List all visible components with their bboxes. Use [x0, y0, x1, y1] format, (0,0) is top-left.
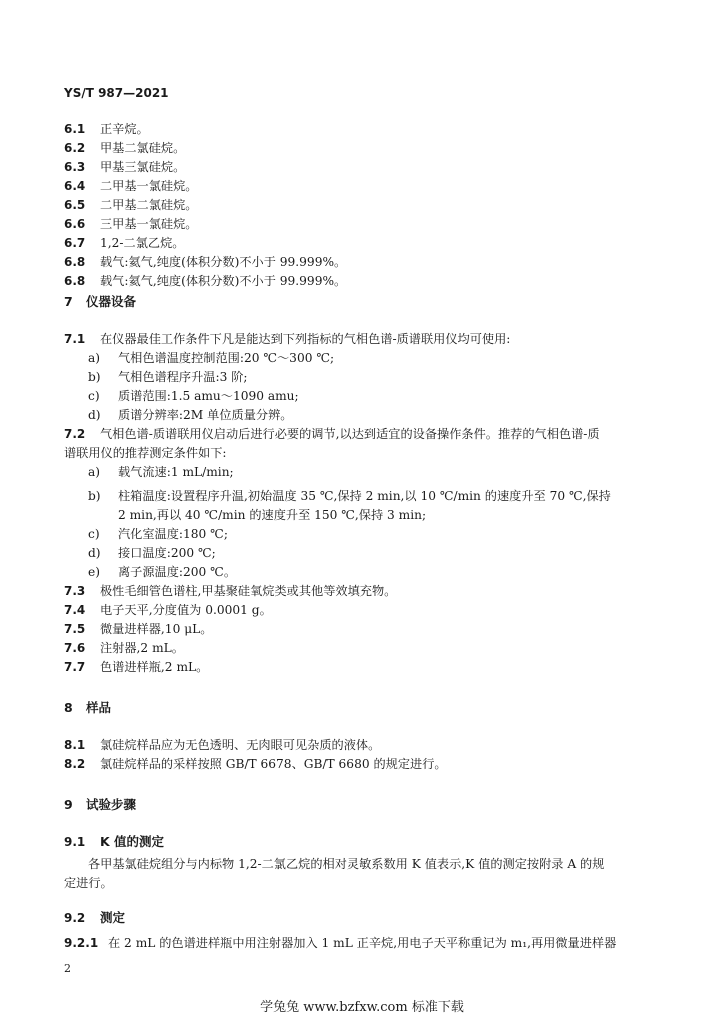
list-item	[64, 179, 198, 193]
paragraph	[64, 332, 510, 346]
list-item	[64, 255, 346, 269]
clause-text: 在仪器最佳工作条件下凡是能达到下列指标的气相色谱-质谱联用仪均可使用:	[100, 332, 511, 346]
list-item	[64, 738, 380, 752]
list-item	[64, 236, 184, 250]
list-item	[64, 274, 346, 288]
list-item	[64, 217, 198, 231]
clause-text: 载气:氦气,纯度(体积分数)不小于 99.999%。	[100, 274, 347, 288]
page-number: 2	[64, 962, 71, 975]
item-label: b)	[88, 489, 101, 503]
clause-number: 6.3	[64, 160, 86, 174]
clause-text: 1,2-二氯乙烷。	[100, 236, 185, 250]
clause-text: 甲基三氯硅烷。	[100, 160, 186, 174]
section-number: 9	[64, 797, 73, 812]
section-number: 7	[64, 294, 73, 309]
section-heading	[64, 795, 136, 813]
list-item	[64, 622, 212, 636]
list-item	[88, 489, 611, 503]
list-item	[88, 546, 216, 560]
clause-number: 6.4	[64, 179, 86, 193]
clause-text: 氯硅烷样品的采样按照 GB/T 6678、GB/T 6680 的规定进行。	[100, 757, 447, 771]
subsection-heading	[64, 832, 164, 850]
clause-number: 7.6	[64, 641, 86, 655]
subsection-title: K 值的测定	[100, 834, 165, 849]
clause-number: 6.5	[64, 198, 86, 212]
list-item	[64, 141, 185, 155]
paragraph	[64, 936, 616, 950]
clause-number: 8.1	[64, 738, 86, 752]
clause-text: 气相色谱-质谱联用仪启动后进行必要的调节,以达到适宜的设备操作条件。推荐的气相色谱-质	[100, 427, 600, 441]
item-text: 质谱范围:1.5 amu～1090 amu;	[118, 389, 299, 403]
item-text: 柱箱温度:设置程序升温,初始温度 35 ℃,保持 2 min,以 10 ℃/min 的速度升至 70 ℃,保持	[118, 489, 611, 503]
section-heading	[64, 698, 111, 716]
paragraph: 各甲基氯硅烷组分与内标物 1,2-二氯乙烷的相对灵敏系数用 K 值表示,K 值的测定按附录 A 的规	[88, 857, 605, 871]
clause-text: 电子天平,分度值为 0.0001 g。	[100, 603, 272, 617]
item-label: d)	[88, 546, 101, 560]
item-text: 气相色谱温度控制范围:20 ℃～300 ℃;	[118, 351, 335, 365]
item-text: 汽化室温度:180 ℃;	[118, 527, 228, 541]
item-label: c)	[88, 527, 100, 541]
subsection-number: 9.2	[64, 911, 86, 925]
clause-number: 9.2.1	[64, 936, 99, 950]
paragraph	[64, 427, 600, 441]
list-item	[88, 508, 426, 522]
item-label: d)	[88, 408, 101, 422]
footer-watermark: 学兔兔 www.bzfxw.com 标准下载	[260, 1000, 464, 1015]
clause-number: 7.2	[64, 427, 86, 441]
section-heading	[64, 292, 136, 310]
list-item	[64, 641, 184, 655]
clause-text: 微量进样器,10 μL。	[100, 622, 213, 636]
clause-text: 注射器,2 mL。	[100, 641, 184, 655]
item-label: b)	[88, 370, 101, 384]
clause-text: 三甲基一氯硅烷。	[100, 217, 198, 231]
section-title: 样品	[86, 700, 112, 715]
section-title: 试验步骤	[86, 797, 137, 812]
subsection-heading	[64, 908, 125, 926]
list-item	[64, 198, 198, 212]
clause-text: 在 2 mL 的色谱进样瓶中用注射器加入 1 mL 正辛烷,用电子天平称重记为 m₁,再用微量进样器	[108, 936, 617, 950]
paragraph-continuation: 谱联用仪的推荐测定条件如下:	[64, 446, 227, 460]
section-title: 仪器设备	[86, 294, 137, 309]
list-item	[88, 370, 248, 384]
clause-number: 7.7	[64, 660, 86, 674]
clause-text: 甲基二氯硅烷。	[100, 141, 186, 155]
item-text: 离子源温度:200 ℃。	[118, 565, 237, 579]
list-item	[64, 660, 208, 674]
list-item	[64, 603, 272, 617]
clause-text: 二甲基一氯硅烷。	[100, 179, 198, 193]
clause-text: 氯硅烷样品应为无色透明、无肉眼可见杂质的液体。	[100, 738, 381, 752]
list-item	[88, 527, 228, 541]
clause-number: 7.3	[64, 584, 86, 598]
subsection-title: 测定	[100, 910, 126, 925]
list-item	[64, 584, 396, 598]
list-item	[88, 565, 236, 579]
standard-header: YS/T 987—2021	[64, 86, 169, 100]
clause-text: 二甲基二氯硅烷。	[100, 198, 198, 212]
item-label: c)	[88, 389, 100, 403]
list-item	[64, 122, 149, 136]
clause-number: 6.8	[64, 274, 86, 288]
list-item	[64, 757, 447, 771]
clause-number: 7.1	[64, 332, 86, 346]
clause-number: 8.2	[64, 757, 86, 771]
item-text: 气相色谱程序升温:3 阶;	[118, 370, 248, 384]
item-label: e)	[88, 565, 100, 579]
clause-number: 7.5	[64, 622, 86, 636]
clause-text: 正辛烷。	[100, 122, 149, 136]
clause-number: 6.1	[64, 122, 86, 136]
clause-number: 6.2	[64, 141, 86, 155]
item-text: 载气流速:1 mL/min;	[118, 465, 234, 479]
list-item	[88, 408, 292, 422]
clause-number: 6.7	[64, 236, 86, 250]
list-item	[64, 160, 185, 174]
subsection-number: 9.1	[64, 835, 86, 849]
item-text: 质谱分辨率:2M 单位质量分辨。	[118, 408, 293, 422]
item-text: 接口温度:200 ℃;	[118, 546, 216, 560]
item-label: a)	[88, 465, 101, 479]
clause-number: 7.4	[64, 603, 86, 617]
item-label: a)	[88, 351, 101, 365]
section-number: 8	[64, 700, 73, 715]
clause-number: 6.8	[64, 255, 86, 269]
clause-number: 6.6	[64, 217, 86, 231]
clause-text: 极性毛细管色谱柱,甲基聚硅氧烷类或其他等效填充物。	[100, 584, 397, 598]
list-item	[88, 389, 299, 403]
item-text: 2 min,再以 40 ℃/min 的速度升至 150 ℃,保持 3 min;	[118, 508, 427, 522]
paragraph-continuation: 定进行。	[64, 876, 113, 890]
clause-text: 载气:氦气,纯度(体积分数)不小于 99.999%。	[100, 255, 347, 269]
list-item	[88, 465, 234, 479]
clause-text: 色谱进样瓶,2 mL。	[100, 660, 209, 674]
list-item	[88, 351, 334, 365]
